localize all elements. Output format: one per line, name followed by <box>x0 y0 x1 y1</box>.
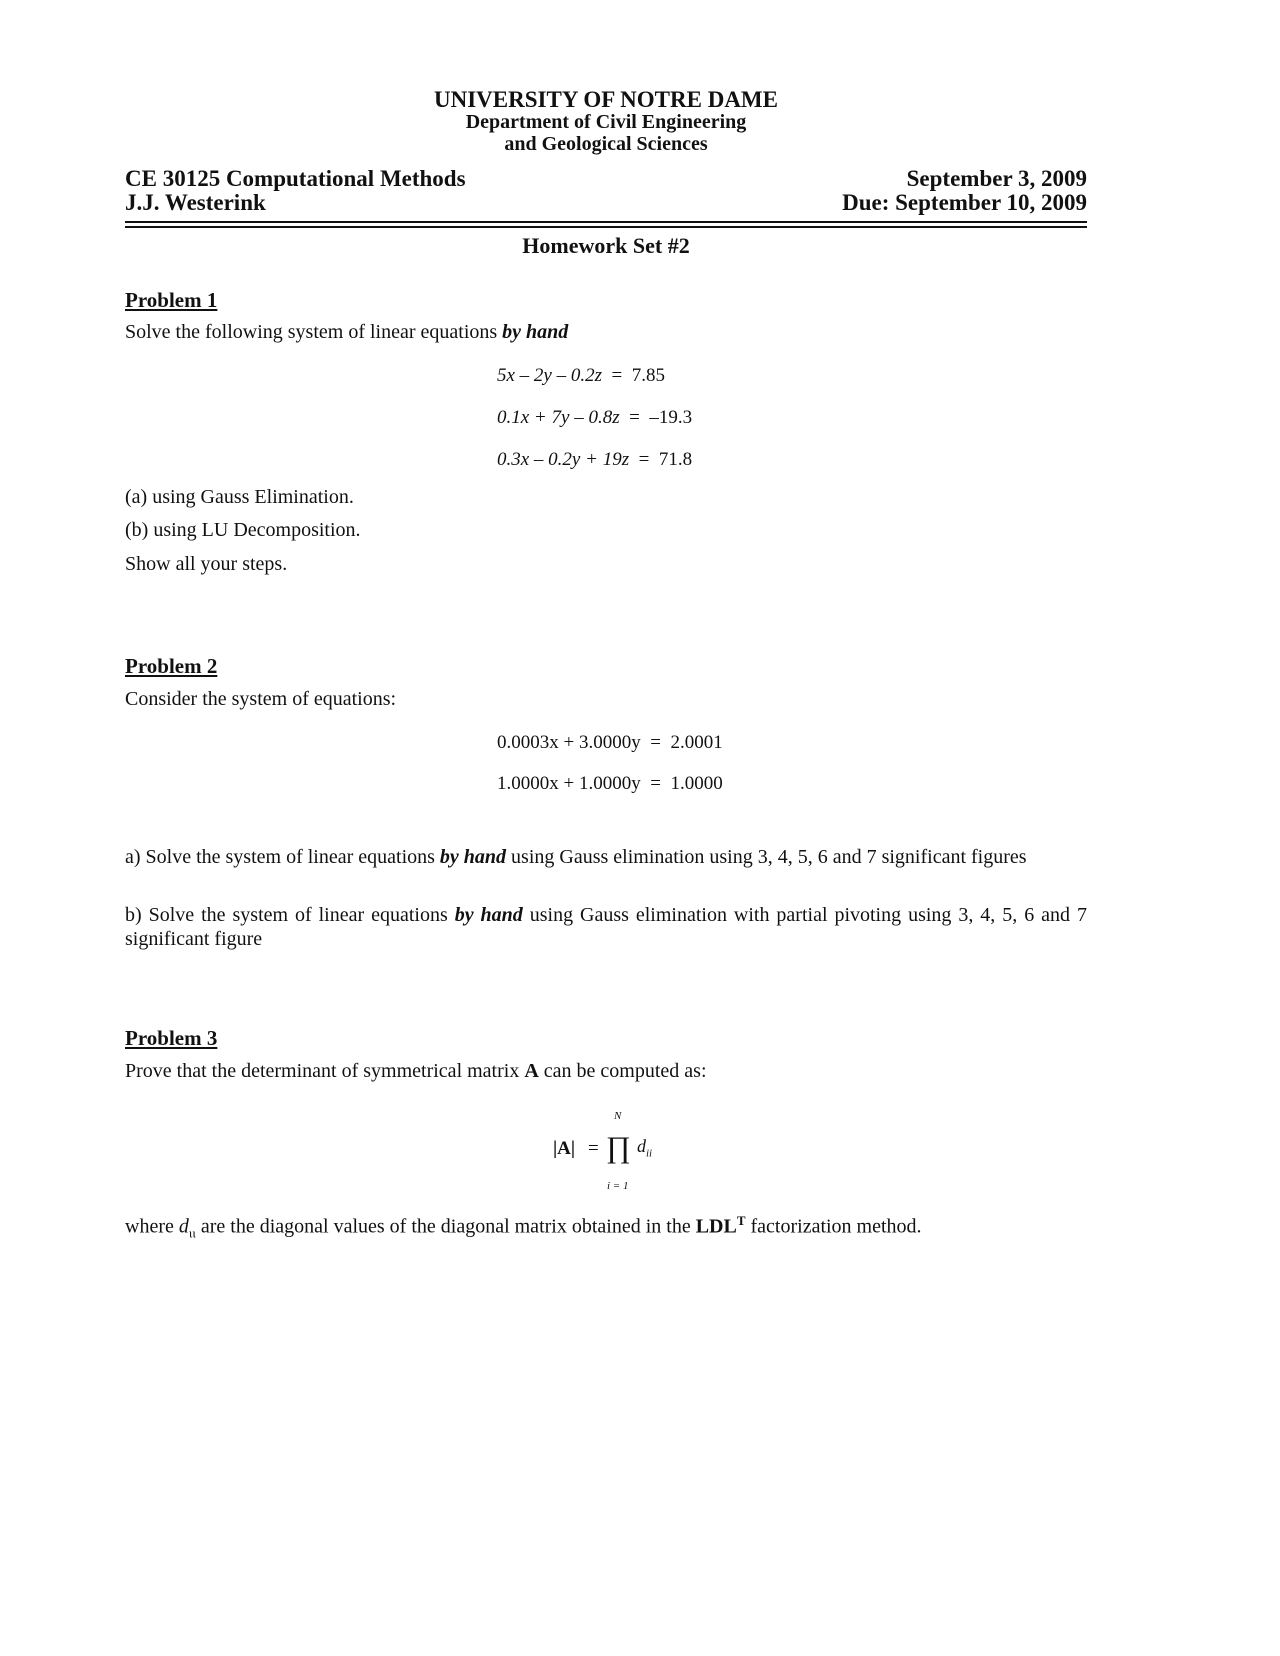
eq-lhs: 0.1x + 7y – 0.8z <box>497 407 620 428</box>
department-line1: Department of Civil Engineering <box>465 111 747 133</box>
emphasis: by hand <box>439 846 507 868</box>
product-symbol-icon: ∏ <box>606 1131 631 1164</box>
problem1-title: Problem 1 <box>125 288 218 312</box>
eq-rhs: 7.85 <box>631 365 665 386</box>
problem2-part-a <box>125 845 1087 869</box>
equation-1: 0.0003x + 3.0000y = 2.0001 <box>497 732 723 753</box>
text: using Gauss elimination with partial pivoting using 3, 4, 5, 6 and 7 significant figure <box>125 904 1087 950</box>
text: using Gauss elimination using 3, 4, 5, 6 and 7 significant figures <box>506 846 1027 868</box>
equals-sign: = <box>588 1138 599 1159</box>
eq-rhs: 1.0000 <box>670 773 723 794</box>
equation-1: 5x – 2y – 0.2z = 7.85 <box>497 365 665 386</box>
problem1-intro <box>125 321 568 344</box>
problem3-where <box>125 1213 922 1242</box>
text: where <box>125 1215 179 1238</box>
issue-date: September 3, 2009 <box>906 166 1087 191</box>
intro-text: Solve the following system of linear equations <box>125 321 503 343</box>
equation-2: 1.0000x + 1.0000y = 1.0000 <box>497 773 723 794</box>
eq-rhs: 2.0001 <box>670 732 723 753</box>
problem1-part-b: (b) using LU Decomposition. <box>125 519 361 541</box>
eq-lhs: 0.3x – 0.2y + 19z <box>497 449 630 470</box>
equation-3: 0.3x – 0.2y + 19z = 71.8 <box>497 449 693 470</box>
text: are the diagonal values of the diagonal matrix obtained in the <box>195 1215 696 1238</box>
eq-lhs: 1.0000x + 1.0000y <box>497 773 641 794</box>
matrix-symbol: A <box>524 1060 539 1082</box>
term: d <box>637 1136 646 1156</box>
text: a) Solve the system of linear equations <box>125 846 440 868</box>
problem1-part-a: (a) using Gauss Elimination. <box>125 486 354 508</box>
text: b) Solve the system of linear equations <box>125 904 455 926</box>
problem3-title: Problem 3 <box>125 1026 218 1050</box>
product-upper-limit: N <box>614 1110 622 1122</box>
problem2-part-b <box>125 903 1087 951</box>
transpose-superscript: T <box>736 1213 746 1228</box>
d-subscript: ιι <box>188 1225 196 1241</box>
eq-rhs: 71.8 <box>658 449 693 470</box>
text: factorization method. <box>745 1215 922 1238</box>
department-line2: and Geological Sciences <box>504 133 708 155</box>
header-rule-top <box>125 221 1087 223</box>
text: can be computed as: <box>538 1060 707 1082</box>
equation-2: 0.1x + 7y – 0.8z = –19.3 <box>497 407 693 428</box>
due-date: Due: September 10, 2009 <box>842 190 1087 215</box>
problem2-intro: Consider the system of equations: <box>125 688 397 710</box>
instructor: J.J. Westerink <box>125 190 266 215</box>
term-subscript: ii <box>646 1147 653 1160</box>
eq-lhs: 0.0003x + 3.0000y <box>497 732 641 753</box>
d-symbol: d <box>178 1215 189 1238</box>
eq-lhs: 5x – 2y – 0.2z <box>497 365 603 386</box>
determinant-symbol: |A| <box>553 1138 576 1159</box>
intro-emphasis: by hand <box>502 321 569 343</box>
header-rule-bottom <box>125 226 1087 228</box>
product-term <box>637 1136 652 1160</box>
course-title: CE 30125 Computational Methods <box>125 166 466 191</box>
product-lower-limit: i = 1 <box>607 1180 629 1192</box>
text: Prove that the determinant of symmetrical matrix <box>125 1060 525 1082</box>
problem3-intro <box>125 1060 707 1083</box>
university-name: UNIVERSITY OF NOTRE DAME <box>434 87 778 112</box>
emphasis: by hand <box>454 904 523 926</box>
homework-title: Homework Set #2 <box>522 233 690 258</box>
problem1-instruction: Show all your steps. <box>125 553 288 575</box>
problem2-title: Problem 2 <box>125 654 218 678</box>
eq-rhs: –19.3 <box>649 407 693 428</box>
ldl-symbol: LDL <box>695 1215 737 1238</box>
